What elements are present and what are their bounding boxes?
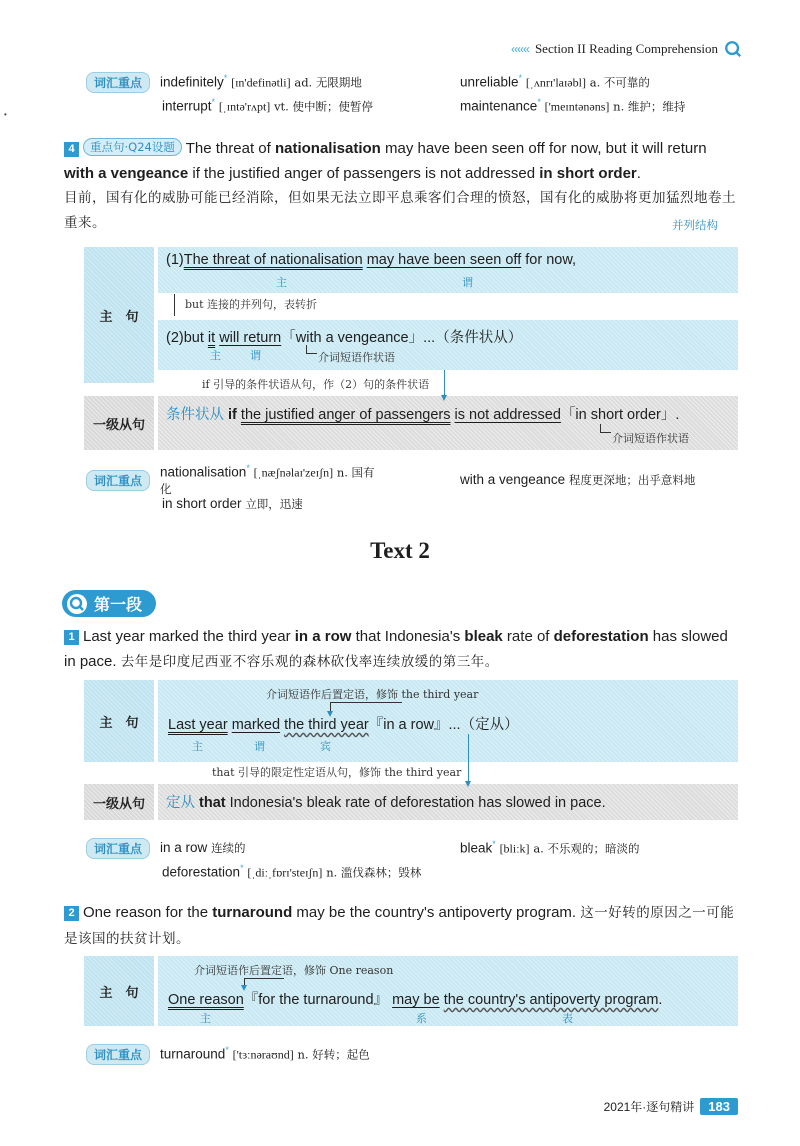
- key-sentence-tag: 重点句·Q24设题: [83, 138, 182, 156]
- keyword: turnaround: [212, 904, 293, 921]
- keyword: in a row: [294, 628, 352, 645]
- magnifier-q-icon: [724, 40, 742, 58]
- clause-text: Indonesia's bleak rate of deforestation has slowed in pace.: [229, 795, 606, 811]
- vocab-phonetic: [bliːk]: [499, 841, 530, 856]
- vocab-definition: n. 维护；维持: [613, 99, 686, 114]
- vocab-word: deforestation: [162, 864, 241, 880]
- vocab-definition: a. 不乐观的；暗淡的: [533, 841, 640, 856]
- vocab-tag: 词汇重点: [86, 838, 150, 859]
- clause-line-5: [166, 791, 606, 812]
- main-clause-label: 主 句: [84, 956, 154, 1026]
- sentence-text: that Indonesia's: [351, 628, 465, 645]
- subject: The threat of nationalisation: [183, 252, 363, 268]
- clause-text: .: [658, 992, 663, 1008]
- sentence-number: 4: [64, 142, 79, 157]
- chevrons-decoration: ‹‹‹‹‹‹: [510, 42, 529, 56]
- vocab-phonetic: [ˌɪntə'rʌpt]: [218, 99, 271, 114]
- sentence-text: .: [636, 165, 641, 182]
- magnifier-q-icon: [66, 593, 88, 615]
- text-title: Text 2: [370, 538, 430, 563]
- conjunction-note: but 连接的并列句，表转折: [174, 294, 317, 316]
- star-mark: *: [492, 839, 496, 850]
- star-mark: *: [223, 73, 228, 84]
- clause-type-label: 定从: [166, 795, 195, 811]
- annotation-hook: [306, 345, 317, 354]
- role-subject: 主: [210, 349, 221, 362]
- sentence-text: has slowed in pace.: [64, 628, 728, 670]
- vocab-definition: 程度更深地；出乎意料地: [568, 473, 696, 487]
- pp-note: 介词短语作后置定语，修饰 the third year: [266, 688, 479, 701]
- sub-clause-label: 一级从句: [84, 784, 154, 820]
- vocab-definition: n. 国有化: [160, 465, 375, 496]
- conjunction: if: [224, 407, 241, 423]
- vocab-word: in short order: [162, 496, 242, 511]
- role-subject: 主: [276, 276, 287, 289]
- annotation-hook: [600, 424, 611, 433]
- clause-text: (2)but: [166, 330, 208, 346]
- vocab-word: indefinitely: [160, 74, 224, 90]
- main-clause-label: 主 句: [84, 247, 154, 383]
- that-note: that 引导的限定性定语从句，修饰 the third year: [212, 766, 462, 779]
- keyword: nationalisation: [274, 140, 381, 157]
- vocab-tag: 词汇重点: [86, 470, 150, 491]
- role-predicate: 谓: [254, 740, 265, 753]
- sentence-number: 1: [64, 630, 79, 645]
- arrow-down-icon: [244, 978, 245, 986]
- keyword: with a vengeance: [64, 165, 189, 182]
- vocab-definition: 立即，迅速: [245, 497, 303, 511]
- vocab-block-1: [86, 70, 685, 118]
- clause-line-2: [166, 326, 522, 347]
- predicative: the country's antipoverty program: [443, 992, 659, 1008]
- translation: 去年是印度尼西亚不容乐观的森林砍伐率连续放缓的第三年。: [120, 654, 499, 670]
- vocab-block-4: [86, 1042, 370, 1066]
- vocab-phonetic: ['meɪntənəns]: [544, 99, 610, 114]
- sentence-text: may have been seen off for now, but it will return: [380, 140, 707, 157]
- sentence-1: [64, 624, 738, 675]
- star-mark: *: [537, 97, 541, 108]
- sentence-2: [64, 900, 738, 952]
- vocab-phonetic: ['tɜːnəraʊnd]: [232, 1047, 294, 1062]
- pp-note: 介词短语作后置定语，修饰 One reason: [194, 964, 394, 977]
- sentence-text: One reason for the: [83, 904, 213, 921]
- arrow-down-icon: [468, 734, 469, 782]
- vocab-word: nationalisation: [160, 464, 247, 480]
- vocab-tag: 词汇重点: [86, 72, 150, 93]
- running-header: [511, 40, 742, 58]
- predicate: marked: [231, 717, 281, 733]
- clause-text: for now,: [521, 252, 577, 268]
- keyword: in short order: [539, 165, 637, 182]
- keyword: bleak: [464, 628, 503, 645]
- sentence-text: rate of: [502, 628, 554, 645]
- vocab-block-3: [86, 836, 640, 884]
- predicate: may be: [392, 992, 440, 1008]
- annotation-bracket: [330, 702, 402, 703]
- vocab-tag: 词汇重点: [86, 1044, 150, 1065]
- star-mark: *: [211, 97, 216, 108]
- arrow-down-icon: [330, 702, 331, 712]
- keyword: deforestation: [553, 628, 649, 645]
- vocab-definition: ad. 无限期地: [294, 75, 362, 90]
- vocab-word: turnaround: [160, 1046, 226, 1062]
- sentence-number: 2: [64, 906, 79, 921]
- vocab-word: with a vengeance: [460, 472, 566, 487]
- predicate: is not addressed: [454, 407, 561, 423]
- vocab-block-2: [86, 463, 696, 516]
- clause-line-4: [168, 713, 519, 734]
- relative-pronoun: that: [195, 795, 230, 811]
- role-predicate: 系: [416, 1012, 427, 1025]
- vocab-definition: n. 好转；起色: [297, 1047, 370, 1062]
- vocab-word: maintenance: [460, 98, 538, 114]
- translation: 这一好转的原因之一可能是该国的扶贫计划。: [64, 905, 735, 947]
- sentence-4: [64, 136, 738, 236]
- object: the third year: [284, 717, 369, 733]
- sentence-text: Last year marked the third year: [83, 628, 295, 645]
- clause-text: 『in a row』...（定从）: [368, 717, 519, 733]
- clause-type-label: 条件状从: [166, 407, 224, 423]
- clause-line-3: [166, 403, 679, 424]
- subject: the justified anger of passengers: [240, 407, 451, 423]
- paragraph-tag: [62, 590, 156, 617]
- sentence-text: if the justified anger of passengers is not addressed: [188, 165, 540, 182]
- star-mark: *: [240, 863, 244, 874]
- page-number: 183: [700, 1098, 738, 1115]
- clause-text: (1): [166, 252, 184, 268]
- predicate: may have been seen off: [366, 252, 522, 268]
- vocab-phonetic: [ɪn'definətli]: [231, 75, 291, 90]
- vocab-word: unreliable: [460, 74, 519, 90]
- sub-clause-label: 一级从句: [84, 396, 154, 450]
- clause-line-1: [166, 252, 576, 268]
- annotation-bracket: [244, 978, 284, 979]
- vocab-definition: n. 滥伐森林；毁林: [326, 865, 422, 880]
- pp-note: 介词短语作状语: [612, 432, 689, 445]
- role-predicate: 谓: [250, 349, 261, 362]
- vocab-word: bleak: [460, 840, 493, 856]
- role-object: 宾: [320, 740, 331, 753]
- subject: it: [207, 330, 216, 346]
- sentence-text: The threat of: [185, 140, 275, 157]
- star-mark: *: [225, 1045, 229, 1056]
- vocab-word: in a row: [160, 840, 208, 855]
- book-title: 2021年·逐句精讲: [603, 1100, 695, 1114]
- vocab-definition: 连续的: [211, 841, 246, 855]
- clause-line-6: [168, 988, 662, 1009]
- vocab-word: interrupt: [162, 98, 212, 114]
- structure-label: 并列结构: [672, 218, 718, 232]
- translation: 目前，国有化的威胁可能已经消除，但如果无法立即平息乘客们合理的愤怒，国有化的威胁将更加猛烈地卷土重来。: [64, 190, 736, 231]
- clause-text: 「in short order」.: [560, 407, 680, 423]
- role-predicative: 表: [562, 1012, 573, 1025]
- role-subject: 主: [200, 1012, 211, 1025]
- vocab-definition: vt. 使中断；使暂停: [274, 99, 373, 114]
- vocab-definition: a. 不可靠的: [589, 75, 650, 90]
- role-predicate: 谓: [462, 276, 473, 289]
- margin-mark: •: [4, 110, 7, 119]
- sentence-text: may be the country's antipoverty program.: [292, 904, 577, 921]
- arrow-down-icon: [444, 370, 445, 396]
- clause-text: 『for the turnaround』: [243, 992, 389, 1008]
- vocab-phonetic: [ˌnæʃnəlaɪ'zeɪʃn]: [253, 465, 334, 480]
- clause-text: 「with a vengeance」...（条件状从）: [281, 330, 523, 346]
- star-mark: *: [246, 463, 250, 474]
- paragraph-label: 第一段: [94, 595, 143, 614]
- section-title: Section II Reading Comprehension: [534, 41, 718, 56]
- predicate: will return: [219, 330, 282, 346]
- role-subject: 主: [192, 740, 203, 753]
- pp-note: 介词短语作状语: [318, 351, 395, 364]
- main-clause-label: 主 句: [84, 680, 154, 762]
- if-note: if 引导的条件状语从句，作（2）句的条件状语: [202, 378, 430, 391]
- vocab-phonetic: [ˌʌnrɪ'laɪəbl]: [525, 75, 586, 90]
- star-mark: *: [518, 73, 523, 84]
- subject: Last year: [168, 717, 228, 733]
- page-footer: [604, 1098, 738, 1115]
- vocab-phonetic: [ˌdiːˌfɒrɪ'steɪʃn]: [247, 865, 323, 880]
- subject: One reason: [168, 992, 244, 1008]
